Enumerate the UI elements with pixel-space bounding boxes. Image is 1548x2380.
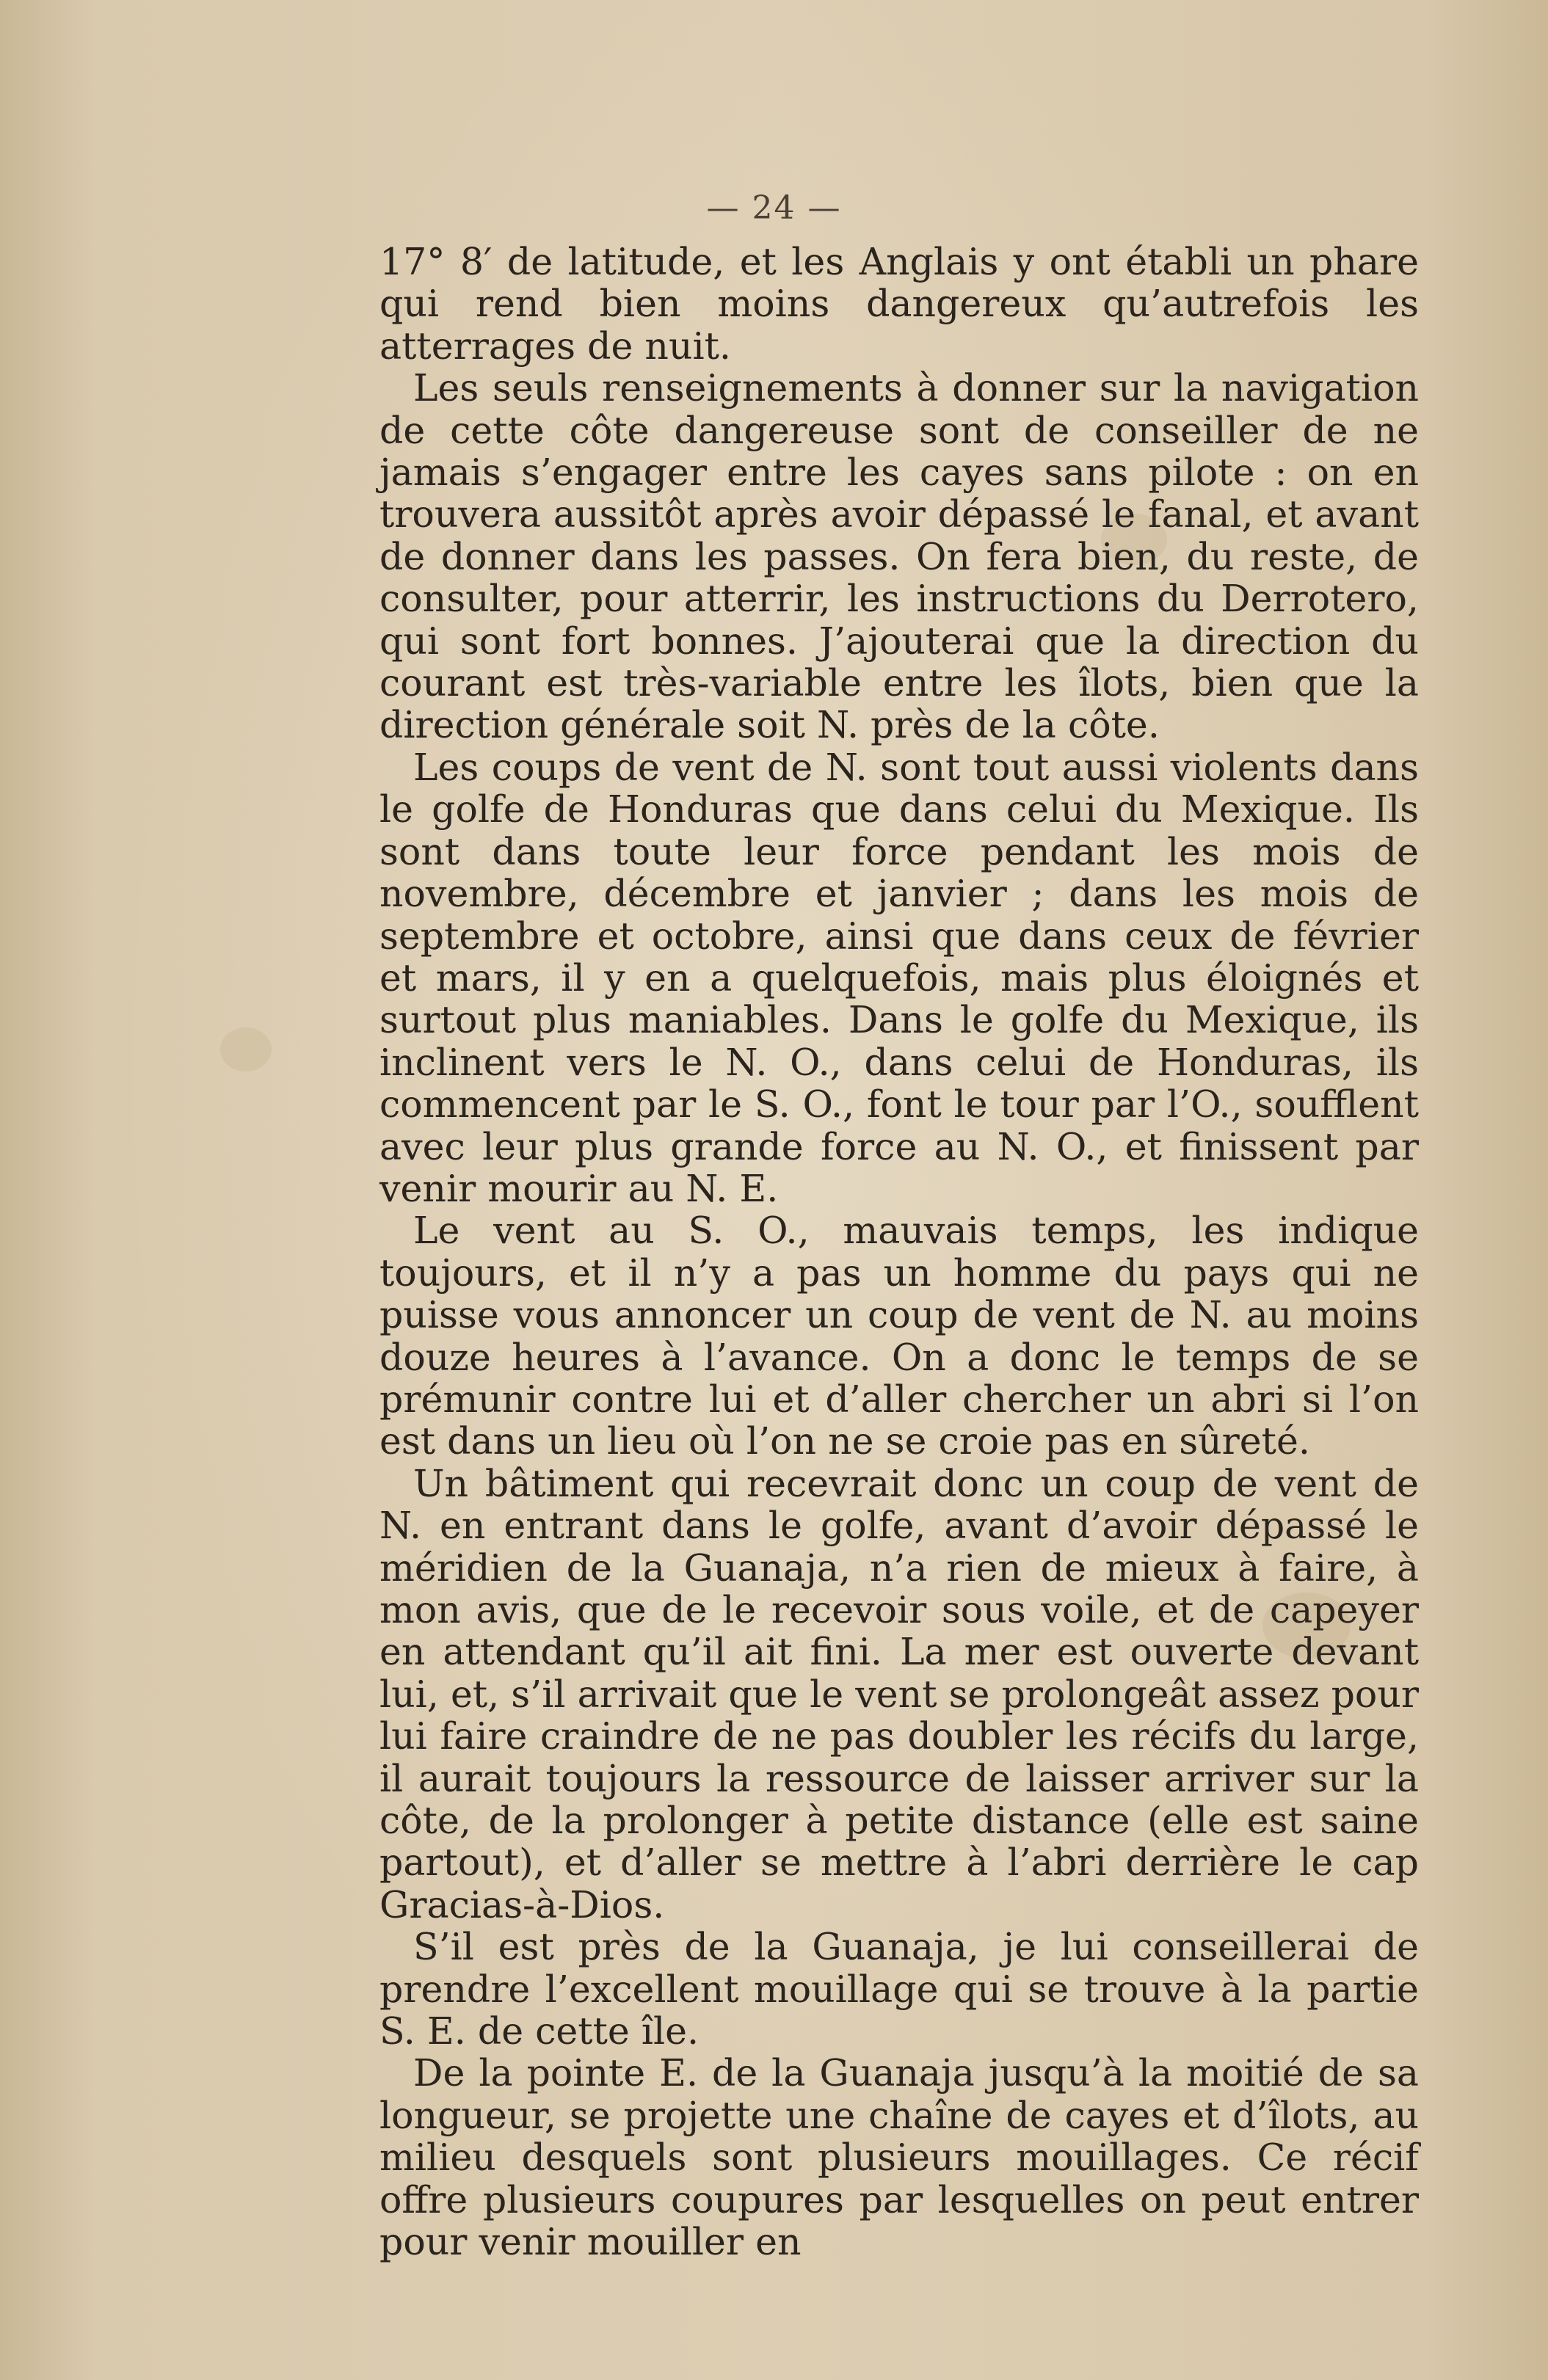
- paragraph-1: 17° 8′ de latitude, et les Anglais y ont établi un phare qui rend bien moins dangereux qu’autrefois les atterrages de nuit.: [379, 240, 1419, 368]
- foxing-stain: [220, 1027, 272, 1071]
- paragraph-6: S’il est près de la Guanaja, je lui conseillerai de prendre l’excellent mouillage qui se trouve à la partie S. E. de cette île.: [379, 1925, 1419, 2053]
- page-number: — 24 —: [706, 189, 842, 227]
- paragraph-3: Les coups de vent de N. sont tout aussi violents dans le golfe de Honduras que dans celui du Mexique. Ils sont dans toute leur force pendant les mois de novembre, décembre et janvier ; dans les mois de septembre et octobre, ainsi que dans ceux de février et mars, il y en a quelquefois, mais plus éloignés et surtout plus maniables. Dans le golfe du Mexique, ils inclinent vers le N. O., dans celui de Honduras, ils commencent par le S. O., font le tour par l’O., soufflent avec leur plus grande force au N. O., et finissent par venir mourir au N. E.: [379, 745, 1419, 1210]
- body-text: [379, 241, 1419, 2263]
- paragraph-5: Un bâtiment qui recevrait donc un coup de vent de N. en entrant dans le golfe, avant d’avoir dépassé le méridien de la Guanaja, n’a rien de mieux à faire, à mon avis, que de le recevoir sous voile, et de capeyer en attendant qu’il ait fini. La mer est ouverte devant lui, et, s’il arrivait que le vent se prolongeât assez pour lui faire craindre de ne pas doubler les récifs du large, il aurait toujours la ressource de laisser arriver sur la côte, de la prolonger à petite distance (elle est saine partout), et d’aller se mettre à l’abri derrière le cap Gracias-à-Dios.: [379, 1461, 1419, 1926]
- paragraph-7: De la pointe E. de la Guanaja jusqu’à la moitié de sa longueur, se projette une chaîne de cayes et d’îlots, au milieu desquels sont plusieurs mouillages. Ce récif offre plusieurs coupures par lesquelles on peut entrer pour venir mouiller en: [379, 2051, 1419, 2264]
- paragraph-4: Le vent au S. O., mauvais temps, les indique toujours, et il n’y a pas un homme du pays qui ne puisse vous annoncer un coup de vent de N. au moins douze heures à l’avance. On a donc le temps de se prémunir contre lui et d’aller chercher un abri si l’on est dans un lieu où l’on ne se croie pas en sûreté.: [379, 1209, 1419, 1463]
- paragraph-2: Les seuls renseignements à donner sur la navigation de cette côte dangereuse sont de conseiller de ne jamais s’engager entre les cayes sans pilote : on en trouvera aussitôt après avoir dépassé le fanal, et avant de donner dans les passes. On fera bien, du reste, de consulter, pour atterrir, les instructions du Derrotero, qui sont fort bonnes. J’ajouterai que la direction du courant est très-variable entre les îlots, bien que la direction générale soit N. près de la côte.: [379, 366, 1419, 747]
